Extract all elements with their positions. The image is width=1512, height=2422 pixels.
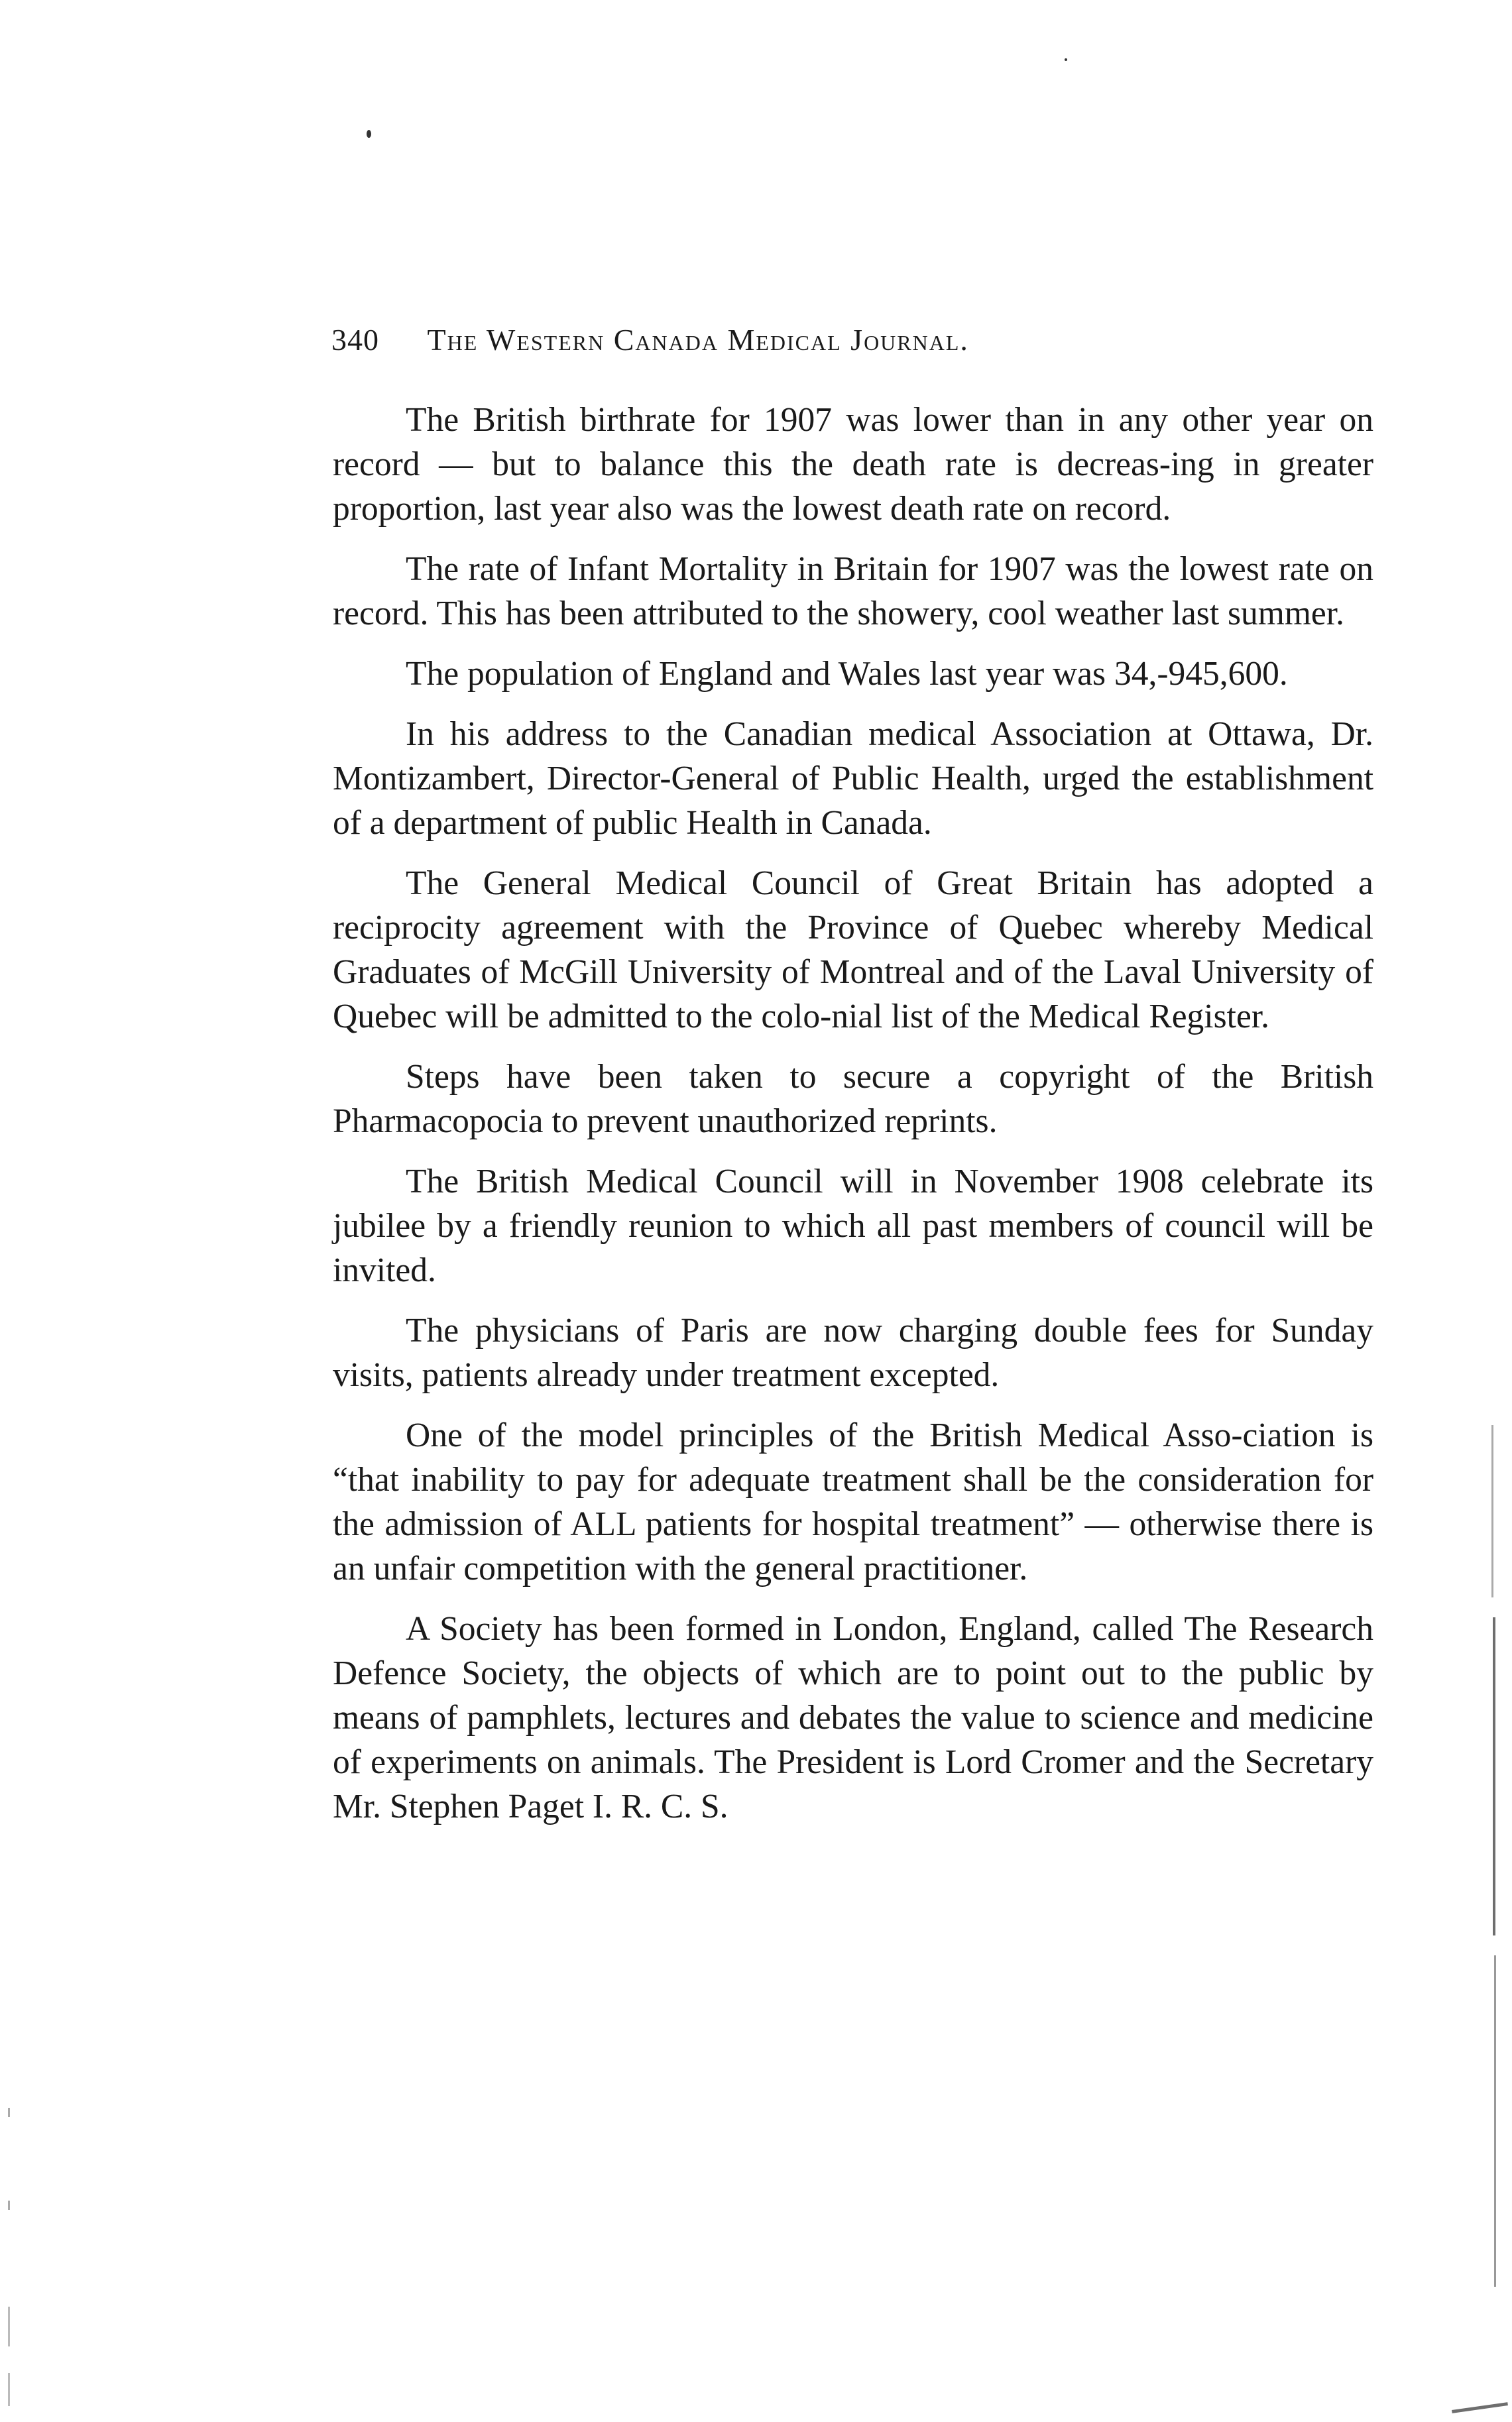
scan-speck bbox=[1065, 58, 1067, 61]
page-header bbox=[331, 317, 1379, 363]
journal-title: The Western Canada Medical Journal. bbox=[427, 323, 969, 357]
paragraph-birthrate: The British birthrate for 1907 was lower than in any other year on record — but to balance this the death rate is decreas-ing in greater proportion, last year also was the lowest death rate on record. bbox=[333, 401, 1373, 528]
paragraph-research-defence: A Society has been formed in London, England, called The Research Defence Society, the objects of which are to point out to the public by means of pamphlets, lectures and debates the value to science and medicine of experiments on animals. The President is Lord Cromer and the Secretary Mr. Stephen Paget I. R. C. S. bbox=[333, 1610, 1373, 1825]
scan-edge-mark bbox=[8, 2373, 10, 2406]
paragraph-pharmacopoeia: Steps have been taken to secure a copyright of the British Pharmacopocia to prevent unauthorized reprints. bbox=[333, 1058, 1373, 1140]
scan-edge-mark bbox=[8, 2307, 10, 2346]
scan-edge-mark bbox=[1493, 1617, 1495, 1935]
scan-edge-mark bbox=[1452, 2402, 1508, 2413]
paragraph-reciprocity: The General Medical Council of Great Britain has adopted a reciprocity agreement with the Province of Quebec whereby Medical Graduates of McGill University of Montreal and of the Laval University of Quebec will be admitted to the colo-nial list of the Medical Register. bbox=[333, 864, 1373, 1035]
paragraph-model-principles: One of the model principles of the British Medical Asso-ciation is “that inability to pay for adequate treatment shall be the consideration for the admission of ALL patients for hospital treatment” — otherwise there is an unfair competition with the general practitioner. bbox=[333, 1416, 1373, 1587]
scan-speck bbox=[367, 130, 371, 138]
paragraph-jubilee: The British Medical Council will in November 1908 celebrate its jubilee by a friendly reunion to which all past members of council will be invited. bbox=[333, 1163, 1373, 1289]
scan-edge-mark bbox=[8, 2201, 10, 2210]
paragraph-population: The population of England and Wales last year was 34,-945,600. bbox=[406, 655, 1288, 693]
page-number: 340 bbox=[331, 323, 379, 357]
scan-edge-mark bbox=[8, 2108, 10, 2117]
scan-edge-mark bbox=[1494, 1955, 1496, 2287]
paragraph-address-ottawa: In his address to the Canadian medical Association at Ottawa, Dr. Montizambert, Director-General of Public Health, urged the establishment of a department of public Health in Canada. bbox=[333, 715, 1373, 842]
paragraph-infant-mortality: The rate of Infant Mortality in Britain for 1907 was the lowest rate on record. This has been attributed to the showery, cool weather last summer. bbox=[333, 550, 1373, 632]
paragraph-paris-fees: The physicians of Paris are now charging double fees for Sunday visits, patients already under treatment excepted. bbox=[333, 1312, 1373, 1394]
article-body bbox=[333, 398, 1373, 1845]
scan-edge-mark bbox=[1491, 1425, 1493, 1597]
